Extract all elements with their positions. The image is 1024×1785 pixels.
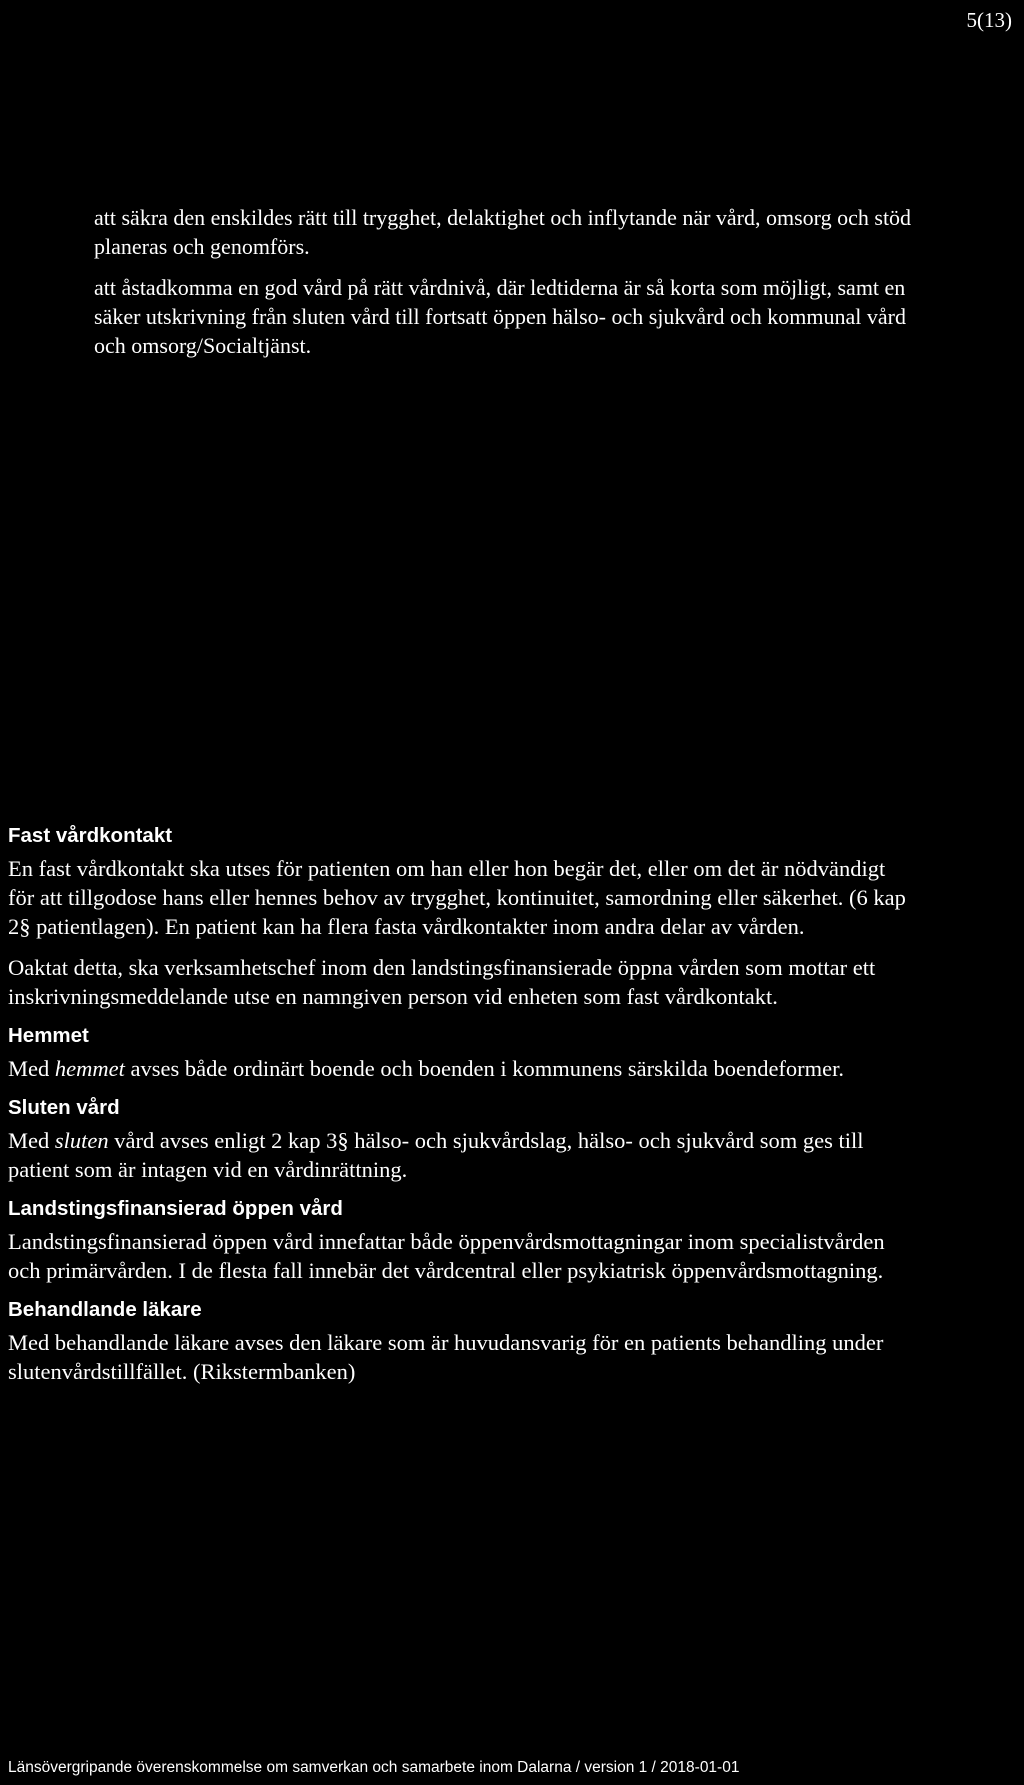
definitions-section	[8, 823, 908, 1398]
heading-hemmet: Hemmet	[8, 1024, 89, 1047]
hemmet-paragraph	[8, 1054, 908, 1083]
intro-section	[94, 203, 924, 360]
heading-fast-vardkontakt: Fast vårdkontakt	[8, 824, 173, 847]
heading-sluten-vard: Sluten vård	[8, 1096, 120, 1119]
section-hemmet	[8, 1023, 908, 1083]
intro-paragraph-safety: att säkra den enskildes rätt till trygghet, delaktighet och inflytande när vård, omsorg och stöd planeras och genomförs.	[94, 205, 912, 259]
oppen-vard-paragraph: Landstingsfinansierad öppen vård innefattar både öppenvårdsmottagningar inom specialistvården och primärvården. I de flesta fall innebär det vårdcentral eller psykiatrisk öppenvårdsmottagning.	[8, 1229, 885, 1283]
page-footer: Länsövergripande överenskommelse om samverkan och samarbete inom Dalarna / version 1 / 2018-01-01	[8, 1759, 740, 1776]
heading-oppen-vard: Landstingsfinansierad öppen vård	[8, 1197, 343, 1220]
heading-behandlande-lakare: Behandlande läkare	[8, 1298, 202, 1321]
section-oppen-vard	[8, 1196, 908, 1285]
intro-paragraph-care-level: att åstadkomma en god vård på rätt vårdnivå, där ledtiderna är så korta som möjligt, samt en säker utskrivning från sluten vård till fortsatt öppen hälso- och sjukvård och kommunal vård och omsorg/Socialtjänst.	[94, 275, 906, 358]
sluten-vard-paragraph	[8, 1126, 908, 1184]
hemmet-prefix: Med	[8, 1056, 55, 1081]
hemmet-term: hemmet	[54, 1056, 125, 1081]
section-sluten-vard	[8, 1095, 908, 1184]
section-fast-vardkontakt	[8, 823, 908, 1011]
sluten-vard-prefix: Med	[8, 1128, 55, 1153]
fast-vardkontakt-paragraph-1: En fast vårdkontakt ska utses för patienten om han eller hon begär det, eller om det är nödvändigt för att tillgodose hans eller hennes behov av trygghet, kontinuitet, samordning eller säkerhet. (6 kap 2§ patientlagen). En patient kan ha flera fasta vårdkontakter inom andra delar av vården.	[8, 856, 906, 939]
section-behandlande-lakare	[8, 1297, 908, 1386]
sluten-vard-term: sluten	[54, 1128, 109, 1153]
page-number: 5(13)	[966, 8, 1012, 32]
behandlande-lakare-paragraph: Med behandlande läkare avses den läkare som är huvudansvarig för en patients behandling under slutenvårdstillfället. (Rikstermbanken)	[8, 1330, 884, 1384]
sluten-vard-rest: vård avses enligt 2 kap 3§ hälso- och sjukvårdslag, hälso- och sjukvård som ges till patient som är intagen vid en vårdinrättning.	[8, 1128, 864, 1182]
hemmet-rest: avses både ordinärt boende och boenden i kommunens särskilda boendeformer.	[124, 1056, 845, 1081]
fast-vardkontakt-paragraph-2: Oaktat detta, ska verksamhetschef inom den landstingsfinansierade öppna vården som mottar ett inskrivningsmeddelande utse en namngiven person vid enheten som fast vårdkontakt.	[8, 955, 876, 1009]
